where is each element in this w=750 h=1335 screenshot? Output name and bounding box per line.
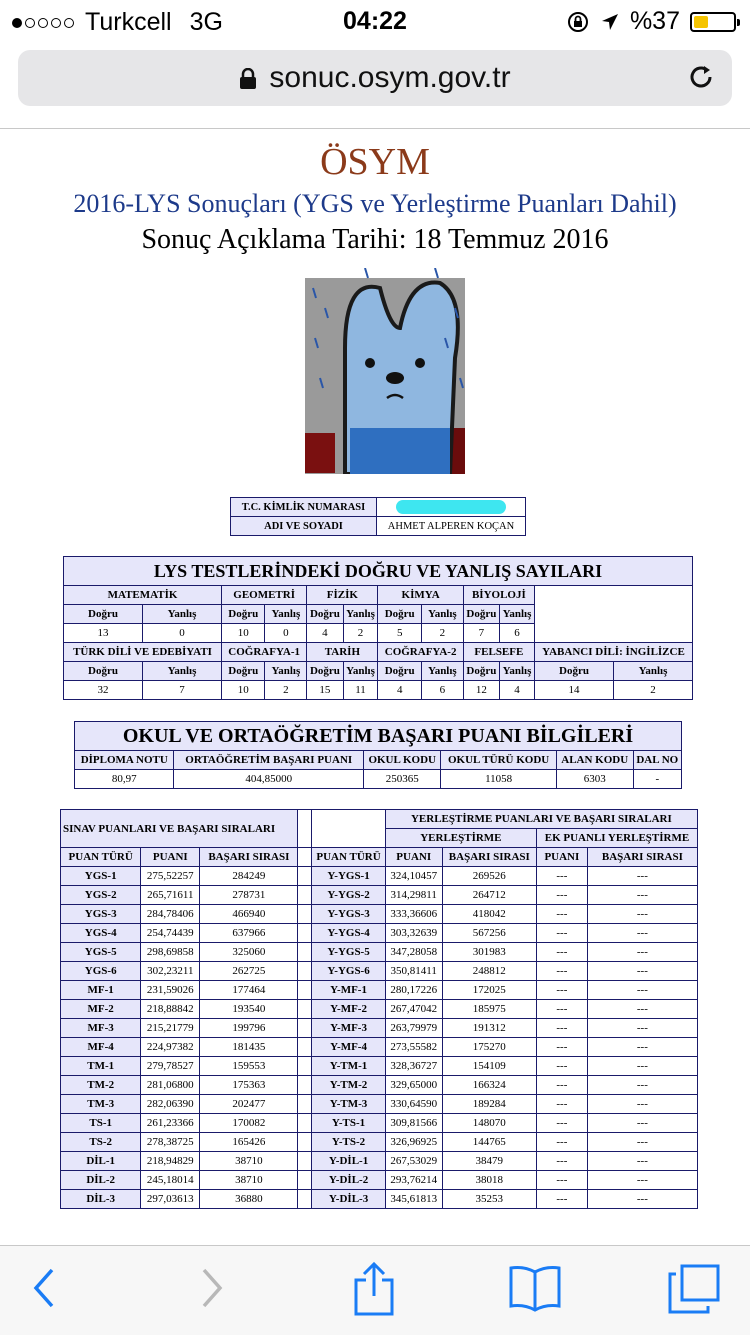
correct-count: 13 [64,624,143,643]
score-value: 297,03613 [141,1190,200,1209]
placement-rank: 269526 [442,867,536,886]
correct-count: 4 [307,624,343,643]
placement-score: 267,47042 [385,1000,442,1019]
placement-rank: 175270 [442,1038,536,1057]
gap [298,1133,312,1152]
score-header: PUANI [536,848,587,867]
wrong-header: Yanlış [143,662,222,681]
address-bar[interactable] [18,50,732,106]
placement-header: YERLEŞTİRME [385,829,536,848]
score-value: 265,71611 [141,886,200,905]
forward-icon[interactable] [196,1266,226,1310]
correct-count: 14 [535,681,614,700]
placement-rank: 154109 [442,1057,536,1076]
table-row [61,1057,698,1076]
branch-value: - [633,770,681,789]
battery-icon [690,12,736,32]
extra-rank: --- [587,943,697,962]
back-icon[interactable] [30,1266,60,1310]
name-label: ADI VE SOYADI [231,517,377,536]
wrong-count: 2 [614,681,693,700]
placement-score: 333,36606 [385,905,442,924]
score-value: 261,23366 [141,1114,200,1133]
placement-type: Y-TM-2 [312,1076,385,1095]
extra-rank: --- [587,962,697,981]
score-value: 275,52257 [141,867,200,886]
carrier-name: Turkcell [85,8,172,36]
table-row [61,1000,698,1019]
placement-score: 273,55582 [385,1038,442,1057]
score-type: DİL-1 [61,1152,141,1171]
placement-score: 326,96925 [385,1133,442,1152]
reload-icon[interactable] [686,62,716,92]
subject-header: COĞRAFYA-1 [222,643,307,662]
placement-rank: 567256 [442,924,536,943]
placement-score: 280,17226 [385,981,442,1000]
placement-rank: 264712 [442,886,536,905]
correct-count: 32 [64,681,143,700]
correct-header: Doğru [378,605,421,624]
score-type: TS-2 [61,1133,141,1152]
rank-value: 177464 [200,981,298,1000]
score-value: 279,78527 [141,1057,200,1076]
placement-score: 293,76214 [385,1171,442,1190]
placement-rank: 172025 [442,981,536,1000]
exam-scores-title: SINAV PUANLARI VE BAŞARI SIRALARI [61,810,298,848]
table-row [61,1133,698,1152]
counts-title: LYS TESTLERİNDEKİ DOĞRU VE YANLIŞ SAYILARI [64,557,693,586]
placement-score: 328,36727 [385,1057,442,1076]
gap [298,1057,312,1076]
wrong-count: 2 [421,624,463,643]
wrong-count: 2 [265,681,307,700]
gap [298,1171,312,1190]
subject-header: BİYOLOJİ [463,586,534,605]
placement-type: Y-TM-1 [312,1057,385,1076]
placement-rank: 185975 [442,1000,536,1019]
correct-header: Doğru [535,662,614,681]
gap [298,962,312,981]
bookmarks-icon[interactable] [508,1264,562,1312]
placement-rank: 418042 [442,905,536,924]
wrong-header: Yanlış [265,662,307,681]
table-row [61,924,698,943]
gap [298,1019,312,1038]
placement-rank: 301983 [442,943,536,962]
gap [298,924,312,943]
placement-rank: 38479 [442,1152,536,1171]
score-value: 302,23211 [141,962,200,981]
placement-rank: 38018 [442,1171,536,1190]
score-type-header: PUAN TÜRÜ [312,848,385,867]
extra-score: --- [536,1152,587,1171]
placement-type: Y-DİL-1 [312,1152,385,1171]
redaction-mark [396,500,506,514]
extra-rank: --- [587,1171,697,1190]
table-row [61,1152,698,1171]
diploma-header: DİPLOMA NOTU [75,751,174,770]
score-value: 284,78406 [141,905,200,924]
wrong-header: Yanlış [343,662,378,681]
orientation-lock-icon [566,10,590,34]
rank-value: 199796 [200,1019,298,1038]
gap [298,867,312,886]
school-type-value: 11058 [441,770,556,789]
extra-score: --- [536,943,587,962]
extra-rank: --- [587,1038,697,1057]
correct-count: 12 [463,681,499,700]
score-type: DİL-3 [61,1190,141,1209]
score-value: 281,06800 [141,1076,200,1095]
table-row [61,943,698,962]
wrong-header: Yanlış [143,605,222,624]
correct-count: 10 [222,624,265,643]
wrong-header: Yanlış [500,662,535,681]
lock-icon [239,68,257,90]
correct-count: 15 [307,681,343,700]
rank-value: 466940 [200,905,298,924]
rank-value: 36880 [200,1190,298,1209]
placement-type: Y-DİL-2 [312,1171,385,1190]
placement-type: Y-MF-3 [312,1019,385,1038]
placement-score: 309,81566 [385,1114,442,1133]
identity-table [230,497,526,536]
placement-score: 263,79979 [385,1019,442,1038]
placement-type: Y-TM-3 [312,1095,385,1114]
correct-header: Doğru [64,662,143,681]
gap-cell [298,848,312,867]
gap [298,943,312,962]
score-value: 218,88842 [141,1000,200,1019]
id-number-label: T.C. KİMLİK NUMARASI [231,498,377,517]
table-row [61,905,698,924]
subject-header: FİZİK [307,586,378,605]
subject-header: FELSEFE [463,643,534,662]
empty-cell [312,810,385,848]
correct-header: Doğru [222,662,265,681]
wrong-count: 7 [143,681,222,700]
score-type: YGS-2 [61,886,141,905]
table-row [61,1114,698,1133]
placement-type: Y-MF-2 [312,1000,385,1019]
school-code-header: OKUL KODU [364,751,441,770]
placement-score: 324,10457 [385,867,442,886]
extra-score: --- [536,1095,587,1114]
extra-rank: --- [587,1114,697,1133]
placement-type: Y-TS-1 [312,1114,385,1133]
rank-value: 278731 [200,886,298,905]
table-row [61,1019,698,1038]
rank-header: BAŞARI SIRASI [200,848,298,867]
rank-value: 170082 [200,1114,298,1133]
tabs-icon[interactable] [668,1264,720,1314]
score-type: YGS-3 [61,905,141,924]
name-value: AHMET ALPEREN KOÇAN [377,517,526,536]
diploma-value: 80,97 [75,770,174,789]
extra-score: --- [536,867,587,886]
gap [298,905,312,924]
wrong-count: 11 [343,681,378,700]
placement-type: Y-YGS-3 [312,905,385,924]
extra-score: --- [536,1190,587,1209]
extra-score: --- [536,905,587,924]
table-row [61,981,698,1000]
score-type: YGS-5 [61,943,141,962]
placement-type: Y-MF-4 [312,1038,385,1057]
extra-rank: --- [587,867,697,886]
correct-header: Doğru [378,662,421,681]
placement-type: Y-DİL-3 [312,1190,385,1209]
correct-count: 5 [378,624,421,643]
wrong-count: 2 [343,624,378,643]
placement-rank: 35253 [442,1190,536,1209]
score-type: DİL-2 [61,1171,141,1190]
score-value: 278,38725 [141,1133,200,1152]
extra-rank: --- [587,1190,697,1209]
subject-header: YABANCI DİLİ: İNGİLİZCE [535,643,693,662]
placement-rank: 144765 [442,1133,536,1152]
clock: 04:22 [343,7,407,35]
rank-header: BAŞARI SIRASI [442,848,536,867]
school-info-table [74,721,682,789]
extra-score: --- [536,1000,587,1019]
wrong-header: Yanlış [421,605,463,624]
table-row [61,1095,698,1114]
placement-rank: 189284 [442,1095,536,1114]
extra-score: --- [536,981,587,1000]
score-value: 231,59026 [141,981,200,1000]
placement-scores-title: YERLEŞTİRME PUANLARI VE BAŞARI SIRALARI [385,810,697,829]
extra-rank: --- [587,1095,697,1114]
id-number-value [377,498,526,517]
wrong-count: 0 [265,624,307,643]
placement-score: 330,64590 [385,1095,442,1114]
rank-value: 38710 [200,1152,298,1171]
score-type: MF-1 [61,981,141,1000]
divider [0,128,750,129]
obp-header: ORTAÖĞRETİM BAŞARI PUANI [174,751,364,770]
gap [298,1000,312,1019]
subject-header: KİMYA [378,586,463,605]
score-type: TM-2 [61,1076,141,1095]
gap [298,886,312,905]
placement-rank: 148070 [442,1114,536,1133]
extra-rank: --- [587,1152,697,1171]
gap [298,1095,312,1114]
score-type: YGS-6 [61,962,141,981]
extra-score: --- [536,1076,587,1095]
placement-score: 345,61813 [385,1190,442,1209]
field-code-value: 6303 [556,770,633,789]
extra-score: --- [536,886,587,905]
rank-value: 165426 [200,1133,298,1152]
school-code-value: 250365 [364,770,441,789]
gap [298,981,312,1000]
table-row [61,886,698,905]
score-type: MF-4 [61,1038,141,1057]
placement-type: Y-YGS-2 [312,886,385,905]
brand-title: ÖSYM [320,141,430,183]
score-header: PUANI [385,848,442,867]
school-type-header: OKUL TÜRÜ KODU [441,751,556,770]
school-info-title: OKUL VE ORTAÖĞRETİM BAŞARI PUANI BİLGİLERİ [75,722,682,751]
extra-score: --- [536,1038,587,1057]
announcement-date: Sonuç Açıklama Tarihi: 18 Temmuz 2016 [141,224,609,255]
correct-count: 7 [463,624,499,643]
empty-cell [535,586,693,643]
profile-photo [305,268,465,474]
extra-rank: --- [587,1076,697,1095]
rank-value: 159553 [200,1057,298,1076]
extra-rank: --- [587,924,697,943]
wrong-header: Yanlış [500,605,535,624]
placement-rank: 191312 [442,1019,536,1038]
correct-header: Doğru [64,605,143,624]
extra-rank: --- [587,1000,697,1019]
rank-value: 193540 [200,1000,298,1019]
rank-value: 181435 [200,1038,298,1057]
placement-score: 303,32639 [385,924,442,943]
score-type: TM-3 [61,1095,141,1114]
extra-score: --- [536,1114,587,1133]
wrong-header: Yanlış [614,662,693,681]
rank-value: 38710 [200,1171,298,1190]
gap [298,1076,312,1095]
wrong-header: Yanlış [343,605,378,624]
subject-header: COĞRAFYA-2 [378,643,463,662]
subject-header: TÜRK DİLİ VE EDEBİYATI [64,643,222,662]
correct-count: 10 [222,681,265,700]
extra-score: --- [536,1019,587,1038]
correct-wrong-table [63,556,693,700]
score-type: YGS-1 [61,867,141,886]
status-bar [0,0,750,42]
extra-rank: --- [587,1019,697,1038]
extra-rank: --- [587,981,697,1000]
scores-table [60,809,698,1209]
table-row [61,867,698,886]
table-row [61,1076,698,1095]
subject-header: TARİH [307,643,378,662]
gap [298,1190,312,1209]
branch-header: DAL NO [633,751,681,770]
placement-score: 267,53029 [385,1152,442,1171]
extra-rank: --- [587,1057,697,1076]
placement-type: Y-YGS-4 [312,924,385,943]
correct-header: Doğru [222,605,265,624]
gap [298,1038,312,1057]
gap [298,1152,312,1171]
placement-type: Y-MF-1 [312,981,385,1000]
placement-rank: 248812 [442,962,536,981]
correct-header: Doğru [463,662,499,681]
placement-type: Y-TS-2 [312,1133,385,1152]
gap [298,1114,312,1133]
extra-rank: --- [587,905,697,924]
extra-score: --- [536,924,587,943]
score-value: 298,69858 [141,943,200,962]
score-header: PUANI [141,848,200,867]
score-value: 245,18014 [141,1171,200,1190]
network-type: 3G [189,8,223,36]
url-text: sonuc.osym.gov.tr [269,61,511,94]
rank-value: 202477 [200,1095,298,1114]
table-row [61,1038,698,1057]
wrong-count: 6 [421,681,463,700]
score-type: TS-1 [61,1114,141,1133]
extra-score: --- [536,1171,587,1190]
field-code-header: ALAN KODU [556,751,633,770]
extra-score: --- [536,1057,587,1076]
placement-type: Y-YGS-6 [312,962,385,981]
subject-header: MATEMATİK [64,586,222,605]
table-row [61,1171,698,1190]
wrong-count: 4 [500,681,535,700]
wrong-header: Yanlış [421,662,463,681]
score-value: 254,74439 [141,924,200,943]
extra-score: --- [536,1133,587,1152]
score-type: TM-1 [61,1057,141,1076]
table-row [61,962,698,981]
wrong-header: Yanlış [265,605,307,624]
location-arrow-icon [600,12,620,32]
correct-header: Doğru [307,662,343,681]
placement-score: 350,81411 [385,962,442,981]
score-value: 215,21779 [141,1019,200,1038]
extra-rank: --- [587,886,697,905]
browser-toolbar [0,1245,750,1335]
score-value: 224,97382 [141,1038,200,1057]
rank-value: 262725 [200,962,298,981]
placement-type: Y-YGS-1 [312,867,385,886]
rank-value: 284249 [200,867,298,886]
placement-score: 347,28058 [385,943,442,962]
rank-value: 637966 [200,924,298,943]
battery-percent: %37 [629,7,680,35]
correct-header: Doğru [307,605,343,624]
correct-count: 4 [378,681,421,700]
page-title: 2016-LYS Sonuçları (YGS ve Yerleştirme Puanları Dahil) [73,189,677,218]
gap-cell [298,810,312,848]
placement-score: 314,29811 [385,886,442,905]
placement-score: 329,65000 [385,1076,442,1095]
rank-header: BAŞARI SIRASI [587,848,697,867]
obp-value: 404,85000 [174,770,364,789]
score-type: YGS-4 [61,924,141,943]
extra-placement-header: EK PUANLI YERLEŞTİRME [536,829,697,848]
score-type: MF-3 [61,1019,141,1038]
table-row [61,1190,698,1209]
extra-rank: --- [587,1133,697,1152]
wrong-count: 6 [500,624,535,643]
rank-value: 325060 [200,943,298,962]
placement-type: Y-YGS-5 [312,943,385,962]
subject-header: GEOMETRİ [222,586,307,605]
rank-value: 175363 [200,1076,298,1095]
score-value: 282,06390 [141,1095,200,1114]
score-type: MF-2 [61,1000,141,1019]
score-type-header: PUAN TÜRÜ [61,848,141,867]
score-value: 218,94829 [141,1152,200,1171]
wrong-count: 0 [143,624,222,643]
extra-score: --- [536,962,587,981]
share-icon[interactable] [352,1260,396,1316]
correct-header: Doğru [463,605,499,624]
placement-rank: 166324 [442,1076,536,1095]
